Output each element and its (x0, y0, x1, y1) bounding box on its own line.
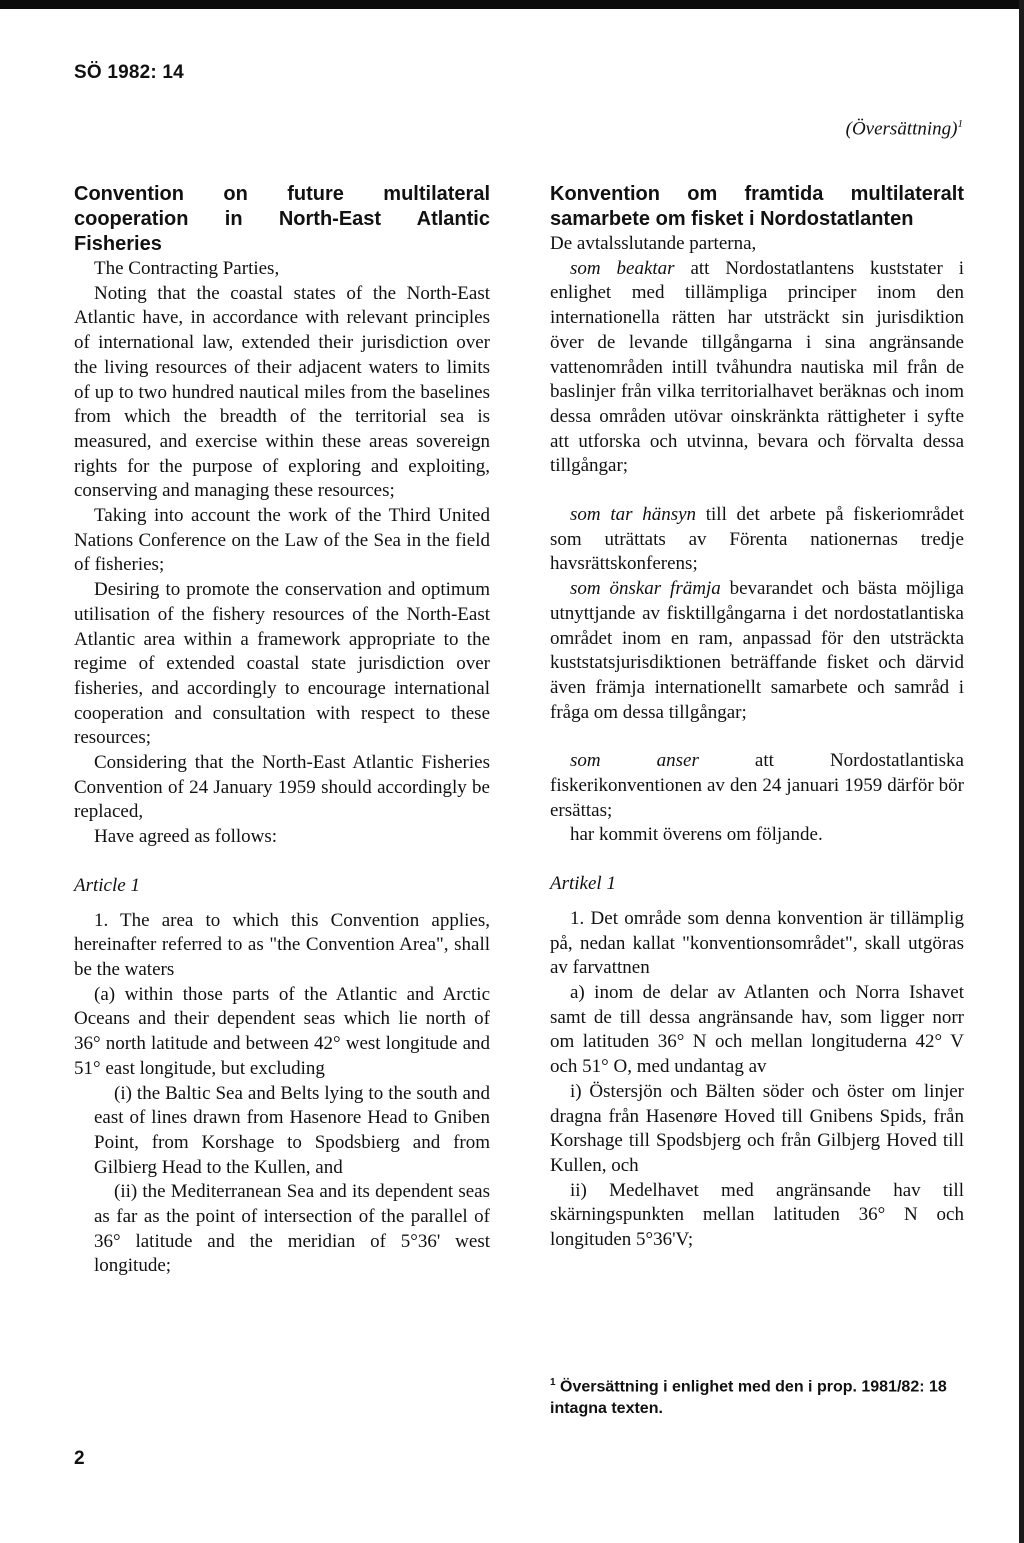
spacer (550, 848, 964, 872)
swedish-recital-2 (550, 503, 964, 577)
swedish-article1-a: a) inom de delar av Atlanten och Norra Ishavet samt de till dessa angränsande hav, som ligger norr om latituden 36° N och mellan longituderna 42° V och 51° O, med undantag av (550, 981, 964, 1078)
swedish-recital-1-lead: som beaktar (570, 257, 675, 279)
english-article1-i: (i) the Baltic Sea and Belts lying to the south and east of lines drawn from Hasenore Head to Gniben Point, from Korshage to Spodsbierg and from Gilbierg Head to the Kullen, and (94, 1082, 490, 1178)
spacer (550, 479, 964, 503)
swedish-agreed: har kommit överens om följande. (570, 824, 823, 846)
english-recital-4: Considering that the North-East Atlantic Fisheries Convention of 24 January 1959 should accordingly be replaced, (74, 752, 490, 823)
swedish-article1-ii: ii) Medelhavet med angränsande hav till skärningspunkten mellan latituden 36° N och longituden 5°36'V; (550, 1179, 964, 1251)
english-recital-1: Noting that the coastal states of the North-East Atlantic have, in accordance with relevant principles of international law, extended their jurisdiction over the living resources of their adjacent waters to limits of up to two hundred nautical miles from the baselines from which the breadth of the territorial sea is measured, and exercise within these areas sovereign rights for the purpose of exploring and exploiting, conserving and managing these resources; (74, 282, 490, 502)
translation-label-text: (Översättning) (845, 118, 958, 140)
translation-footnote-mark: 1 (957, 118, 963, 130)
english-agreed: Have agreed as follows: (94, 826, 278, 848)
swedish-article1-i: i) Östersjön och Bälten söder och öster om linjer dragna från Hasenøre Hoved till Gnibens Spids, från Korshage till Spodsbjerg och från Gilbjerg Hoved till Kullen, och (550, 1080, 964, 1176)
footnote-mark: 1 (550, 1377, 556, 1388)
english-intro: The Contracting Parties, (94, 258, 280, 279)
english-article1-ii: (ii) the Mediterranean Sea and its dependent seas as far as the point of intersection of the parallel of 36° latitude and the meridian of 5°36' west longitude; (94, 1181, 490, 1277)
spacer (550, 725, 964, 749)
swedish-article-heading: Artikel 1 (550, 873, 616, 895)
swedish-column (550, 182, 964, 1253)
translation-label (846, 118, 963, 140)
english-article1-para1: 1. The area to which this Convention applies, hereinafter referred to as "the Convention Area", shall be the waters (74, 909, 490, 980)
footnote-text: Översättning i enlighet med den i prop. 1981/82: 18 intagna texten. (550, 1378, 947, 1418)
swedish-article1-para1: 1. Det område som denna konvention är tillämplig på, nedan kallat "konventionsområdet", skall utgöras av farvattnen (550, 907, 964, 979)
scan-right-edge (1019, 0, 1024, 1543)
swedish-recital-2-text: till det arbete på fiskeriområdet som uträttats av Förenta nationernas tredje havsrättskonferens; (550, 504, 964, 575)
swedish-recital-1-text: att Nordostatlantens kuststater i enlighet med tillämpliga principer inom den internationella rätten har utsträckt sin jurisdiktion över de levande tillgångarna i sina angränsande vattenområden intill tvåhundra nautiska mil från de baslinjer från vilka territorialhavet beräknas och inom dessa områden utövar oinskränkta rättigheter i syfte att utforska och utvinna, bevara och förvalta dessa tillgångar; (550, 257, 965, 477)
document-reference: SÖ 1982: 14 (74, 62, 184, 83)
spacer (74, 899, 490, 909)
swedish-recital-3-lead: som önskar främja (570, 578, 721, 600)
english-column (74, 182, 490, 1279)
english-title: Convention on future multilateral cooperation in North-East Atlantic Fisheries (74, 183, 490, 255)
scan-top-border (0, 0, 1024, 9)
spacer (74, 850, 490, 874)
swedish-recital-3 (550, 577, 964, 725)
translation-footnote (550, 1372, 964, 1420)
swedish-recital-2-lead: som tar hänsyn (570, 504, 697, 526)
english-recital-3: Desiring to promote the conservation and optimum utilisation of the fishery resources of the North-East Atlantic area within a framework appropriate to the regime of extended coastal state jurisdiction over fisheries, and accordingly to encourage international cooperation and consultation with respect to these resources; (74, 579, 490, 749)
swedish-recital-1 (550, 257, 964, 479)
english-article1-a: (a) within those parts of the Atlantic and Arctic Oceans and their dependent seas which lie north of 36° north latitude and between 42° west longitude and 51° east longitude, but excluding (74, 983, 490, 1079)
swedish-recital-4-text: att Nordostatlantiska fiskerikonventionen av den 24 januari 1959 därför bör ersättas; (550, 750, 964, 821)
swedish-title: Konvention om framtida multilateralt samarbete om fisket i Nordostatlanten (550, 183, 964, 230)
swedish-recital-4 (550, 749, 964, 823)
spacer (550, 897, 964, 907)
english-recital-2: Taking into account the work of the Third United Nations Conference on the Law of the Sea in the field of fisheries; (74, 505, 490, 576)
page-number: 2 (74, 1448, 85, 1469)
english-article-heading: Article 1 (74, 874, 140, 896)
swedish-recital-3-text: bevarandet och bästa möjliga utnyttjande av fisktillgångarna i det nordostatlantiska området inom en ram, anpassad för den utsträckta kuststatsjurisdiktionen beträffande fisket och därvid även främja internationellt samarbete och samråd i fråga om dessa tillgångar; (550, 578, 964, 723)
swedish-recital-4-lead: som anser (570, 750, 699, 772)
swedish-intro: De avtalsslutande parterna, (550, 233, 757, 254)
